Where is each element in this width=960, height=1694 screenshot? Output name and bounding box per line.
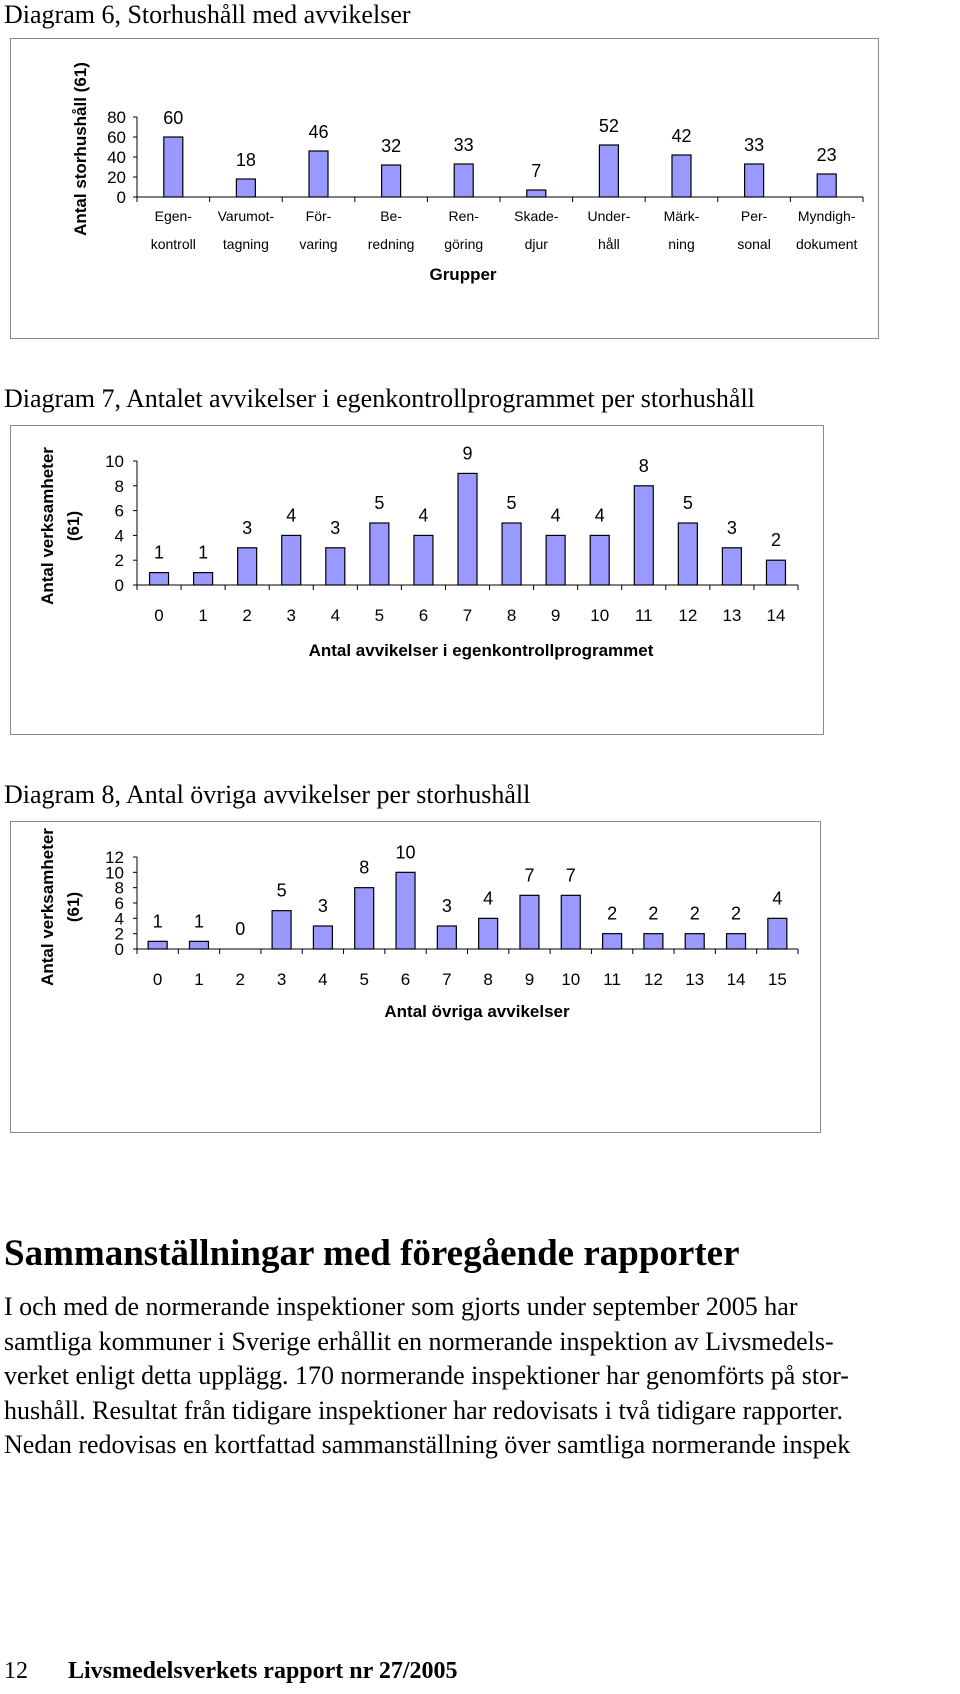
data-label: 4 [286,505,297,526]
category-label: 12 [643,970,663,989]
category-label: 1 [194,970,204,989]
data-label: 2 [607,903,618,924]
bar [414,535,433,585]
y-tick-label: 2 [114,924,124,944]
data-label: 2 [648,903,659,924]
data-label: 2 [689,903,700,924]
data-label: 1 [154,542,165,563]
y-tick-label: 20 [107,168,126,187]
category-label: 10 [561,970,581,989]
bar [685,934,704,949]
category-label: 5 [374,606,385,625]
bar [355,888,374,949]
y-axis-title: Antal storhushåll (61) [71,62,90,236]
bar [282,535,301,585]
category-label: 3 [276,970,287,989]
y-axis-title: (61) [64,891,83,923]
category-label: tagning [222,236,269,252]
data-label: 10 [395,842,416,863]
data-label: 23 [816,145,837,165]
data-label: 4 [483,888,494,909]
data-label: 7 [524,865,535,886]
bar [727,934,746,949]
diagram8-chart [10,821,821,1133]
bar [634,486,653,585]
category-label: håll [598,236,620,252]
page-footer [4,1658,458,1685]
x-axis-title: Grupper [429,265,497,284]
body-line: verket enligt detta upplägg. 170 normerande inspektioner har genomförts på stor- [4,1361,849,1390]
y-axis-title: Antal verksamheter [38,447,57,605]
y-axis-title: Antal verksamheter [38,828,57,986]
data-label: 5 [276,880,287,901]
data-label: 4 [550,505,561,526]
category-label: Per- [740,208,768,224]
category-label: 4 [318,970,328,989]
category-label: 6 [418,606,429,625]
bar [238,548,257,585]
y-tick-label: 0 [116,188,126,207]
data-label: 2 [731,903,742,924]
bar [745,164,764,197]
category-label: 0 [154,606,164,625]
category-label: 11 [634,606,653,625]
y-tick-label: 0 [114,940,124,959]
category-label: sonal [737,236,771,252]
data-label: 8 [638,455,649,476]
data-label: 7 [531,161,542,181]
category-label: 7 [462,606,473,625]
y-tick-label: 40 [107,148,126,167]
bar [520,895,539,949]
body-line: hushåll. Resultat från tidigare inspektioner har redovisats i två tidigare rapporter. [4,1395,843,1425]
bar [722,548,741,585]
data-label: 8 [359,857,370,878]
bar [817,174,836,197]
section-heading: Sammanställningar med föregående rapporter [4,1233,740,1274]
category-label: kontroll [150,236,196,252]
diagram8-heading: Diagram 8, Antal övriga avvikelser per storhushåll [4,780,531,809]
category-label: Egen- [154,208,192,224]
data-label: 1 [193,911,204,932]
data-label: 1 [152,911,163,932]
bar [502,523,521,585]
bar [479,918,498,949]
category-label: 6 [400,970,411,989]
bar [454,164,473,197]
y-tick-label: 10 [105,863,124,883]
category-label: redning [367,236,415,252]
data-label: 5 [506,493,517,513]
y-tick-label: 80 [107,108,126,127]
data-label: 4 [418,505,429,526]
data-label: 5 [682,493,693,513]
category-label: djur [524,236,548,252]
bar [382,165,401,197]
data-label: 9 [462,443,473,464]
category-label: 2 [242,606,252,625]
bar [164,137,183,197]
data-label: 0 [235,919,246,939]
bar [396,872,415,949]
category-label: 3 [286,606,296,625]
category-label: 11 [603,970,621,989]
publication-title: Livsmedelsverkets rapport nr 27/2005 [68,1658,458,1684]
data-label: 18 [235,150,256,170]
category-label: Skade- [514,208,559,224]
category-label: dokument [795,236,858,252]
category-label: Under- [587,208,631,224]
diagram6-svg [11,39,878,338]
bar [236,179,255,197]
category-label: 14 [726,970,746,989]
category-label: 9 [550,606,561,625]
data-label: 60 [163,108,184,128]
bar [546,535,565,585]
y-tick-label: 10 [105,452,124,471]
x-axis-title: Antal avvikelser i egenkontrollprogrammet [308,641,654,660]
data-label: 4 [772,888,783,909]
diagram6-chart [10,38,879,339]
body-line: samtliga kommuner i Sverige erhållit en normerande inspektion av Livsmedels- [4,1326,834,1356]
data-label: 3 [441,896,452,916]
y-tick-label: 2 [114,551,124,571]
bar [437,926,456,949]
x-axis-title: Antal övriga avvikelser [384,1002,570,1021]
diagram8-svg [11,822,820,1132]
data-label: 3 [726,517,737,538]
data-label: 33 [453,135,474,155]
category-label: 1 [198,606,208,625]
bar [644,934,663,949]
y-tick-label: 8 [114,878,124,898]
bar [326,548,345,585]
diagram6-heading: Diagram 6, Storhushåll med avvikelser [4,0,411,29]
category-label: Be- [380,208,402,224]
data-label: 3 [330,517,341,538]
category-label: 10 [590,606,610,625]
bar [148,941,167,949]
data-label: 42 [671,126,692,146]
diagram7-svg [11,426,823,734]
y-tick-label: 4 [114,526,124,546]
bar [766,560,785,585]
category-label: 8 [506,606,517,625]
data-label: 4 [594,505,605,526]
category-label: För- [305,208,332,224]
body-line: Nedan redovisas en kortfattad sammanställning över samtliga normerande inspek [4,1430,851,1459]
category-label: varing [299,236,338,252]
bar [150,573,169,585]
data-label: 7 [565,865,576,886]
diagram7-heading: Diagram 7, Antalet avvikelser i egenkontrollprogrammet per storhushåll [4,384,755,413]
category-label: 9 [524,970,535,989]
y-tick-label: 6 [114,894,124,913]
category-label: 13 [685,970,705,989]
category-label: Märk- [663,208,700,224]
y-axis-title: (61) [64,510,83,542]
category-label: 7 [442,970,452,989]
diagram7-chart [10,425,824,735]
data-label: 3 [317,896,328,916]
data-label: 46 [308,122,329,142]
bar [527,190,546,197]
bar [272,911,291,949]
y-tick-label: 60 [107,128,126,147]
data-label: 5 [374,493,385,513]
category-label: 15 [767,970,787,989]
data-label: 3 [242,517,253,538]
bar [313,926,332,949]
category-label: Ren- [448,208,479,224]
data-label: 33 [744,135,765,155]
category-label: 2 [235,970,246,989]
category-label: Varumot- [217,208,275,224]
y-tick-label: 6 [114,501,124,521]
bar [458,473,477,585]
y-tick-label: 8 [114,476,124,496]
bar [561,895,580,949]
bar [189,941,208,949]
y-tick-label: 0 [114,576,124,595]
page-number: 12 [4,1658,28,1684]
bar [599,145,618,197]
bar [590,535,609,585]
data-label: 2 [770,530,781,551]
category-label: 8 [483,970,493,989]
bar [194,573,213,585]
data-label: 32 [381,136,402,156]
category-label: 4 [330,606,341,625]
y-tick-label: 12 [105,848,124,867]
category-label: 13 [722,606,742,625]
bar [370,523,389,585]
category-label: 0 [152,970,163,989]
category-label: 12 [678,606,698,625]
bar [672,155,691,197]
bar [768,918,787,949]
y-tick-label: 4 [114,909,124,929]
data-label: 1 [198,542,209,563]
body-line: I och med de normerande inspektioner som gjorts under september 2005 har [4,1292,798,1321]
category-label: göring [444,236,484,252]
data-label: 52 [598,116,619,136]
bar [309,151,328,197]
category-label: 5 [359,970,369,989]
bar [678,523,697,585]
bar [603,934,622,949]
category-label: ning [668,236,695,252]
section-body [4,1290,960,1463]
category-label: 14 [766,606,786,625]
category-label: Myndigh- [797,208,856,224]
